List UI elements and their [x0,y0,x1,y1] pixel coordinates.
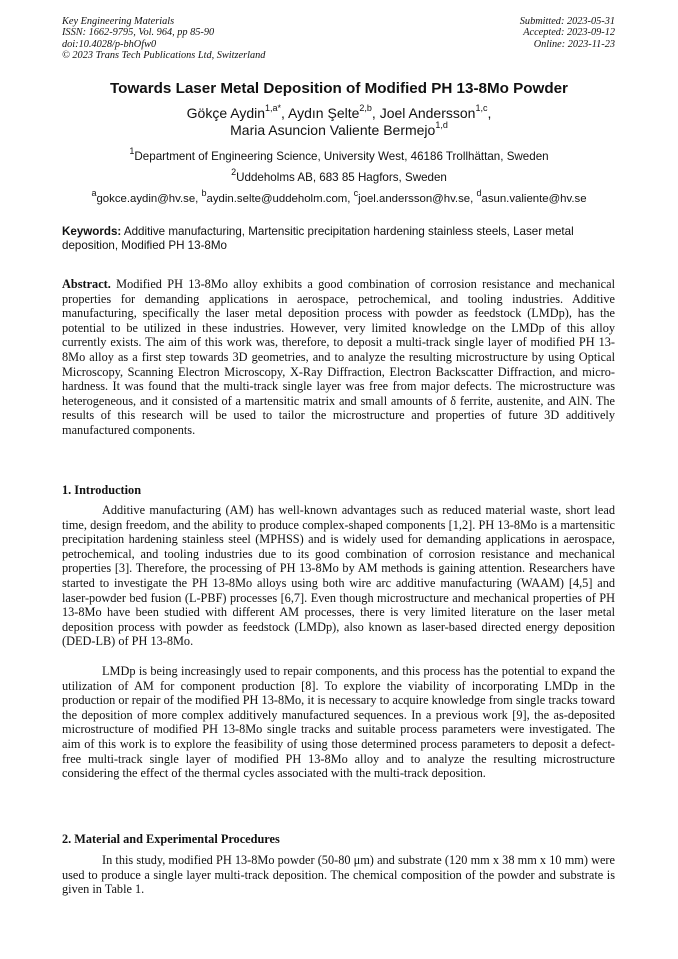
author-emails [0,188,678,205]
email-link[interactable]: $^d$asun.valiente@hv.se [476,188,587,205]
keywords-label: Keywords: [62,225,122,238]
paper-title: Towards Laser Metal Deposition of Modified PH 13-8Mo Powder [110,80,568,97]
journal-issn: ISSN: 1662-9795, Vol. 964, pp 85-90 [62,27,215,39]
journal-doi: doi:10.4028/p-bhOfw0 [62,38,157,50]
abstract [62,277,615,438]
journal-info [62,16,265,61]
journal-copyright: © 2023 Trans Tech Publications Ltd, Switzerland [62,49,266,61]
keywords [62,225,615,253]
affiliation: $^1$Department of Engineering Science, University West, 46186 Trollhättan, Sweden [129,146,549,163]
email-link[interactable]: $^b$aydin.selte@uddeholm.com, [201,188,354,205]
materials-paragraph: In this study, modified PH 13-8Mo powder (50-80 μm) and substrate (120 mm x 38 mm x 10 mm) were used to produce a single layer multi-track deposition. The chemical composition of the powder and substrate is given in Table 1. [62,853,615,897]
email-link[interactable]: $^a$gokce.aydin@hv.se, [91,188,202,205]
author-list [40,105,638,139]
abstract-label: Abstract. [62,277,111,291]
intro-paragraph: LMDp is being increasingly used to repair components, and this process has the potential to expand the utilization of AM for component production [8]. To explore the viability of incorporating LMDp in the production or repair of the modified PH 13-8Mo, it is necessary to acquire knowledge from single tracks toward the deposition of more complex additively manufactured sequences. In a previous work [9], the as-deposited microstructure of modified PH 13-8Mo single tracks and suitable process parameters were investigated. The aim of this work is to explore the feasibility of using those determined process parameters to deposit a defect-free multi-track single layer of modified PH 13-8Mo alloy and to analyze the resulting microstructure considering the effect of the thermal cycles associated with the multi-track deposition. [62,664,615,781]
author: Aydın Şelte$^{2,b}$, [288,103,380,121]
accepted-date: Accepted: 2023-09-12 [523,27,615,39]
publication-dates [520,16,615,50]
author: Joel Andersson$^{1,c}$, [379,103,492,121]
email-link[interactable]: $^c$joel.andersson@hv.se, [353,188,477,205]
online-date: Online: 2023-11-23 [533,38,615,50]
journal-name: Key Engineering Materials [62,16,175,27]
affiliation: $^2$Uddeholms AB, 683 85 Hagfors, Sweden [231,167,447,184]
abstract-text: Modified PH 13-8Mo alloy exhibits a good combination of corrosion resistance and mechanical properties for demanding applications in aerospace, petrochemical, and tooling industries. Additive manufacturing, specifically the laser metal deposition process with powder as feedstock (LMDp), has the potential to be utilized in these industries. However, very limited knowledge on the LMDp of this alloy currently exists. The aim of this work was, therefore, to deposit a multi-track single layer of modified PH 13-8Mo alloy as a first step towards 3D geometries, and to analyze the resulting microstructure by using Optical Microscopy, Scanning Electron Microscopy, X-Ray Diffraction, Electron Backscatter Diffraction, and micro-hardness. It was found that the multi-track single layer was free from major defects. The microstructure was heterogeneous, and it consisted of a martensitic matrix and small amounts of δ ferrite, austenite, and AlN. The results of this research will be used to tailor the microstructure and properties of future 3D additively manufactured components. [62,277,615,437]
author: Gökçe Aydin$^{1,a*}$, [186,103,289,121]
intro-paragraph: Additive manufacturing (AM) has well-known advantages such as reduced material waste, short lead time, design freedom, and the ability to produce complex-shaped components [1,2]. PH 13-8Mo is a martensitic precipitation hardening stainless steel (MPHSS) and is widely used for demanding applications in aerospace, petrochemical, and tooling industries due to its good combination of corrosion resistance and mechanical properties [3]. Therefore, the processing of PH 13-8Mo by AM methods is gaining attention. Researchers have started to investigate the PH 13-8Mo alloys using both wire arc additive manufacturing (WAAM) [4,5] and laser-powder bed fusion (L-PBF) processes [6,7]. Even though microstructure and mechanical properties of PH 13-8Mo have been studied with different AM processes, there is very limited literature on the laser metal deposition process with powder as feedstock (LMDp), also known as laser-based directed energy deposition (DED-LB) of PH 13-8Mo. [62,503,615,649]
submitted-date: Submitted: 2023-05-31 [519,16,615,27]
keywords-text: Additive manufacturing, Martensitic precipitation hardening stainless steels, Laser metal deposition, Modified PH 13-8Mo [62,225,574,252]
author: Maria Asuncion Valiente Bermejo$^{1,d}$ [230,120,448,138]
section-heading-materials: 2. Material and Experimental Procedures [62,832,280,846]
section-heading-introduction: 1. Introduction [62,483,142,497]
